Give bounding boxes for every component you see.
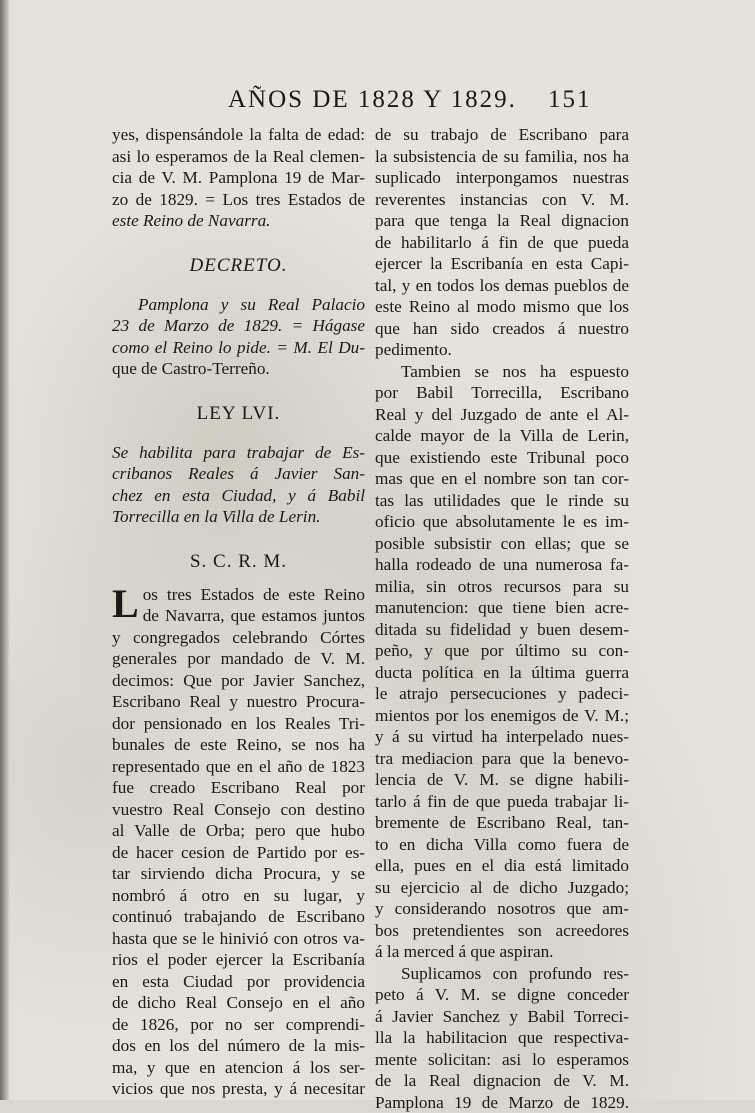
text-line: de dicho Real Consejo en el año <box>112 992 365 1014</box>
text-line: generales por mandado de V. M. <box>112 648 365 670</box>
running-header <box>228 86 608 122</box>
text-line: bos pretendientes son acreedores <box>375 920 629 942</box>
text-line: de hacer cesion de Partido por es- <box>112 842 365 864</box>
text-line: Pamplona y su Real Palacio <box>112 294 365 316</box>
text-line: dor pensionado en los Reales Tri- <box>112 713 365 735</box>
text-line: Pamplona 19 de Marzo de 1829. <box>375 1092 629 1113</box>
header-title: AÑOS DE 1828 Y 1829. <box>228 86 517 114</box>
right-column <box>375 124 629 1113</box>
text-line: su ejercicio al de dicho Juzgado; <box>375 877 629 899</box>
text-line: continuó trabajando de Escribano <box>112 906 365 928</box>
text-line: suplicado interpongamos nuestras <box>375 167 629 189</box>
text-line: lla la habilitacion que respectiva- <box>375 1027 629 1049</box>
text-line: lencia de V. M. se digne habili- <box>375 769 629 791</box>
text-line: y considerando nosotros que am- <box>375 898 629 920</box>
text-line: por Babil Torrecilla, Escribano <box>375 382 629 404</box>
text-line: y congregados celebrando Córtes <box>112 627 365 649</box>
text-line: peño, y que por último su con- <box>375 640 629 662</box>
text-line: decimos: Que por Javier Sanchez, <box>112 670 365 692</box>
text-line: Real y del Juzgado de ante el Al- <box>375 404 629 426</box>
petition-body <box>112 584 365 1100</box>
text-line: vuestro Real Consejo con destino <box>112 799 365 821</box>
text-line: que han sido creados á nuestro <box>375 318 629 340</box>
text-line: mas que en el nombre son tan cor- <box>375 468 629 490</box>
text-line: mente solicitan: asi lo esperamos <box>375 1049 629 1071</box>
text-line: tas las utilidades que le rinde su <box>375 490 629 512</box>
text-line: ella, pues en el dia está limitado <box>375 855 629 877</box>
text-line: tal, y en todos los demas pueblos de <box>375 275 629 297</box>
text-line: tar sirviendo dicha Procura, y se <box>112 863 365 885</box>
text-line: milia, sin otros recursos para su <box>375 576 629 598</box>
left-column <box>112 124 365 1100</box>
text-line: peto á V. M. se digne conceder <box>375 984 629 1006</box>
text-line: á Javier Sanchez y Babil Torreci- <box>375 1006 629 1028</box>
text-line: pedimento. <box>375 339 629 361</box>
text-line: que de Castro-Terreño. <box>112 358 365 380</box>
text-line: de su trabajo de Escribano para <box>375 124 629 146</box>
text-line: de Navarra, que estamos juntos <box>143 605 365 627</box>
text-line: dos en los del número de la mis- <box>112 1035 365 1057</box>
text-line: mientos por los enemigos de V. M.; <box>375 705 629 727</box>
text-line: Escribano Real y nuestro Procura- <box>112 691 365 713</box>
text-line: como el Reino lo pide. = M. El Du- <box>112 337 365 359</box>
text-line: manutencion: que tiene bien acre- <box>375 597 629 619</box>
text-line: de la Real dignacion de V. M. <box>375 1070 629 1092</box>
text-line: Tambien se nos ha espuesto <box>375 361 629 383</box>
text-line: ejercer la Escribanía en esta Capi- <box>375 253 629 275</box>
text-line: to en dicha Villa como fuera de <box>375 834 629 856</box>
text-line: os tres Estados de este Reino <box>143 584 365 606</box>
text-line: bremente de Escribano Real, tan- <box>375 812 629 834</box>
text-line: este Reino de Navarra. <box>112 210 365 232</box>
text-line: ducta política en la última guerra <box>375 662 629 684</box>
law-summary-line: cribanos Reales á Javier San- <box>112 463 365 485</box>
text-line: de habilitarlo á fin de que pueda <box>375 232 629 254</box>
text-line: Suplicamos con profundo res- <box>375 963 629 985</box>
text-line: reverentes instancias con V. M. <box>375 189 629 211</box>
text-line: zo de 1829. = Los tres Estados de <box>112 189 365 211</box>
text-line: ma, y que en atencion á los ser- <box>112 1057 365 1079</box>
law-summary-line: chez en esta Ciudad, y á Babil <box>112 485 365 507</box>
law-summary-line: Se habilita para trabajar de Es- <box>112 442 365 464</box>
text-line: ditada su fidelidad y buen desem- <box>375 619 629 641</box>
text-line: la subsistencia de su familia, nos ha <box>375 146 629 168</box>
text-line: oficio que absolutamente le es im- <box>375 511 629 533</box>
text-line: calde mayor de la Villa de Lerin, <box>375 425 629 447</box>
page-number: 151 <box>548 86 592 114</box>
text-line: tarlo á fin de que pueda trabajar li- <box>375 791 629 813</box>
page-binding-shadow <box>0 0 10 1100</box>
text-line: nombró á otro en su lugar, y <box>112 885 365 907</box>
text-line: de 1826, por no ser comprendi- <box>112 1014 365 1036</box>
text-line: bunales de este Reino, se nos ha <box>112 734 365 756</box>
text-line: representado que en el año de 1823 <box>112 756 365 778</box>
text-line: fue creado Escribano Real por <box>112 777 365 799</box>
text-line: y á su virtud ha interpelado nues- <box>375 726 629 748</box>
law-summary-line: Torrecilla en la Villa de Lerin. <box>112 506 365 528</box>
text-line: le atrajo persecuciones y padeci- <box>375 683 629 705</box>
text-line: para que tenga la Real dignacion <box>375 210 629 232</box>
text-line: tra mediacion para que la benevo- <box>375 748 629 770</box>
law-heading: LEY LVI. <box>112 400 365 428</box>
text-line: al Valle de Orba; pero que hubo <box>112 820 365 842</box>
text-line: halla rodeado de una numerosa fa- <box>375 554 629 576</box>
scrm-heading: S. C. R. M. <box>112 548 365 576</box>
text-line: posible subsistir con ellas; que se <box>375 533 629 555</box>
text-line: rios el poder ejercer la Escribanía <box>112 949 365 971</box>
text-line: este Reino al modo mismo que los <box>375 296 629 318</box>
text-line: en esta Ciudad por providencia <box>112 971 365 993</box>
text-line: á la merced á que aspiran. <box>375 941 629 963</box>
text-line: cia de V. M. Pamplona 19 de Mar- <box>112 167 365 189</box>
decree-heading: DECRETO. <box>112 252 365 280</box>
text-line: asi lo esperamos de la Real clemen- <box>112 146 365 168</box>
text-line: yes, dispensándole la falta de edad: <box>112 124 365 146</box>
text-line: 23 de Marzo de 1829. = Hágase <box>112 315 365 337</box>
dropcap-letter: L <box>112 586 139 624</box>
text-line: hasta que se le hinivió con otros va- <box>112 928 365 950</box>
text-line: que existiendo este Tribunal poco <box>375 447 629 469</box>
text-line: vicios que nos presta, y á necesitar <box>112 1078 365 1100</box>
